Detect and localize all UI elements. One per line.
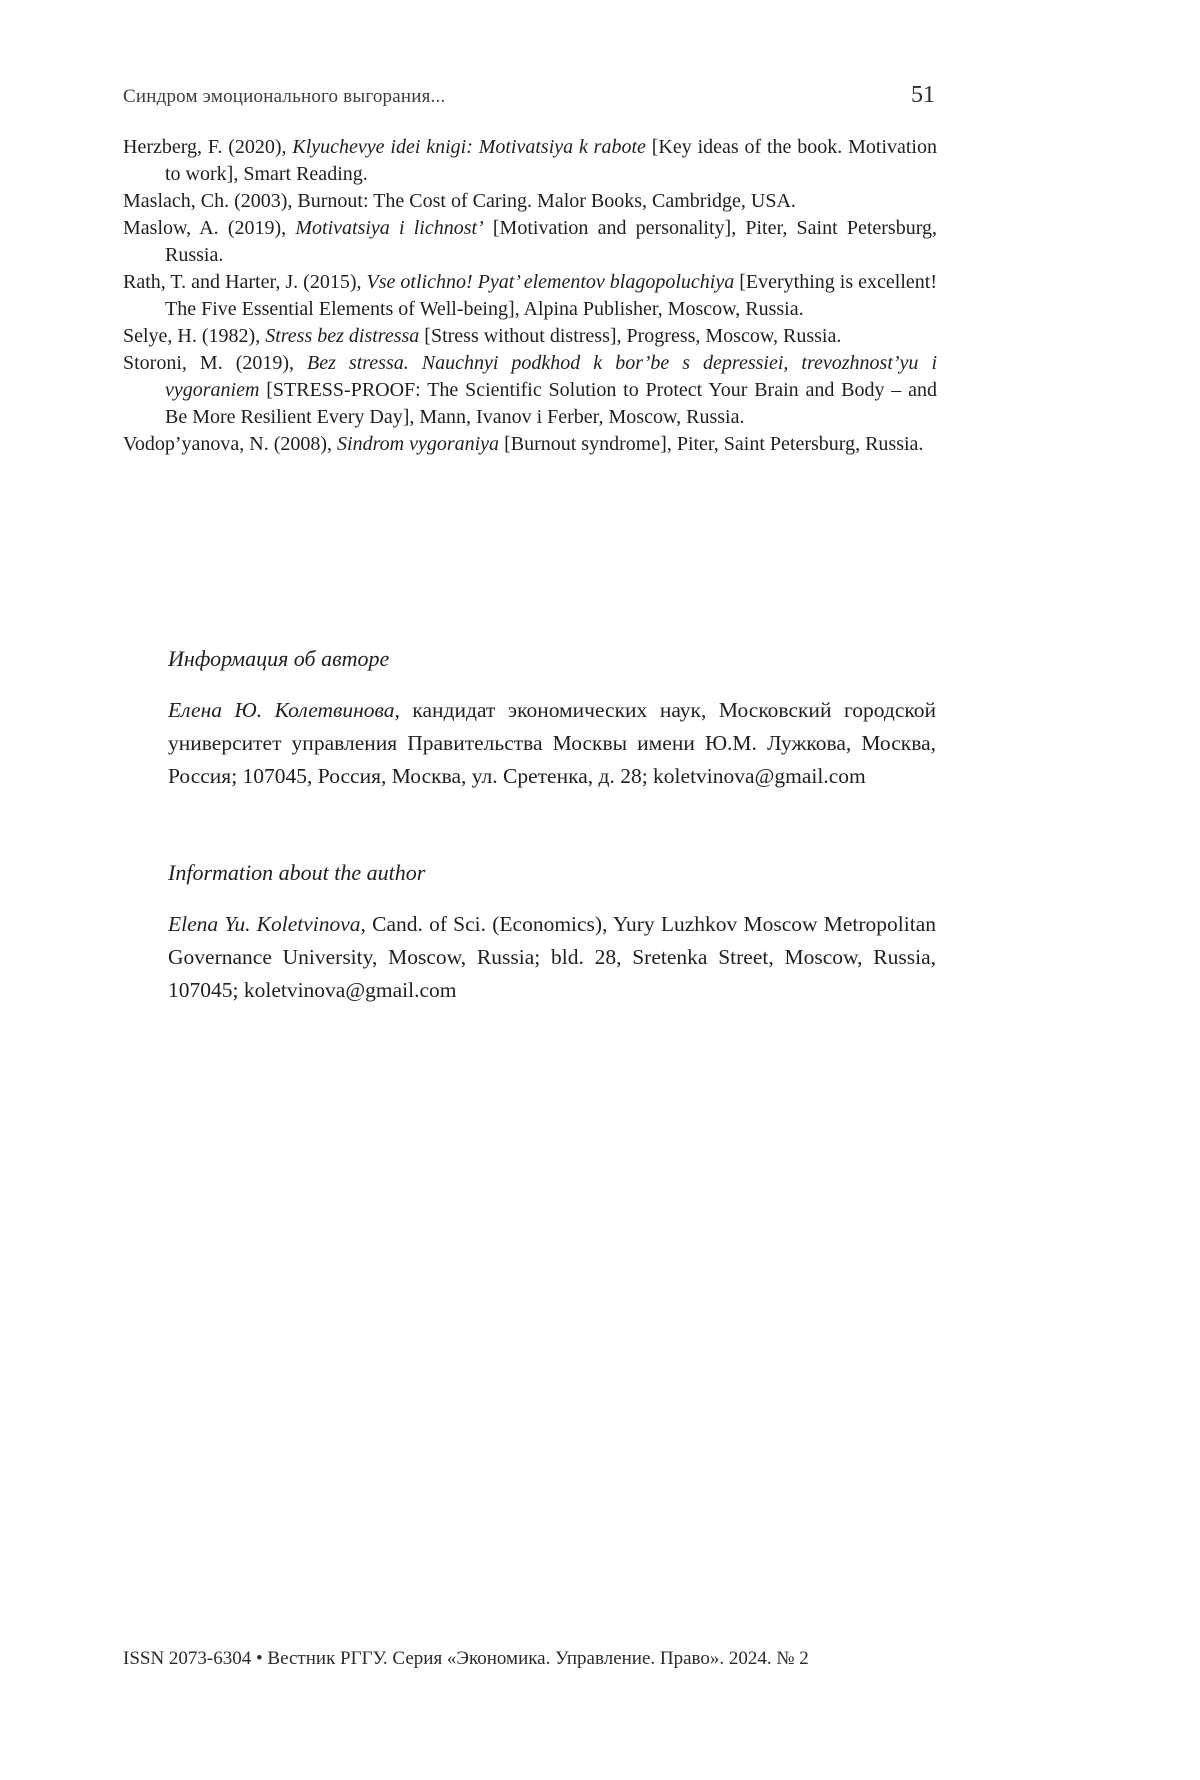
reference-title-italic: Bez stressa. Nauchnyi podkhod k bor’be s depressiei, trevozhnost’yu i vygoraniem bbox=[165, 352, 937, 401]
reference-text: Storoni, M. (2019), bbox=[123, 352, 308, 374]
author-info-en-paragraph bbox=[168, 908, 936, 1007]
author-name-ru: Елена Ю. Колетвинова bbox=[168, 698, 395, 722]
reference-entry bbox=[123, 215, 937, 269]
reference-title-italic: Motivatsiya i lichnost’ bbox=[295, 217, 484, 239]
page-number: 51 bbox=[911, 82, 935, 108]
author-info-ru-heading: Информация об авторе bbox=[168, 646, 390, 671]
reference-text: [Stress without distress], Progress, Moscow, Russia. bbox=[419, 325, 842, 347]
running-title: Синдром эмоционального выгорания... bbox=[123, 86, 446, 107]
reference-text: Herzberg, F. (2020), bbox=[123, 136, 293, 158]
reference-text: Selye, H. (1982), bbox=[123, 325, 266, 347]
reference-title-italic: Vse otlichno! Pyat’ elementov blagopoluchiya bbox=[366, 271, 735, 293]
references-list bbox=[123, 134, 937, 458]
reference-text: [Motivation and personality], Piter, Saint Petersburg, Russia. bbox=[165, 217, 937, 266]
reference-text: Maslach, Ch. (2003), Burnout: The Cost of Caring. Malor Books, Cambridge, USA. bbox=[123, 190, 796, 212]
reference-entry bbox=[123, 269, 937, 323]
reference-text: Maslow, A. (2019), bbox=[123, 217, 296, 239]
reference-title-italic: Stress bez distressa bbox=[265, 325, 420, 347]
reference-text: [STRESS-PROOF: The Scientific Solution to Protect Your Brain and Body – and Be More Resilient Every Day], Mann, Ivanov i Ferber, Moscow, Russia. bbox=[165, 379, 937, 428]
reference-entry bbox=[123, 134, 937, 188]
author-info-ru-text: , кандидат экономических наук, Московский городской университет управления Правительства Москвы имени Ю.М. Лужкова, Москва, Россия; 107045, Россия, Москва, ул. Сретенка, д. 28; koletvinova@gmail.com bbox=[168, 698, 936, 788]
reference-title-italic: Klyuchevye idei knigi: Motivatsiya k rabote bbox=[292, 136, 646, 158]
reference-entry bbox=[123, 431, 937, 458]
author-info-ru-paragraph bbox=[168, 694, 936, 793]
reference-text: [Everything is excellent! The Five Essential Elements of Well-being], Alpina Publisher, Moscow, Russia. bbox=[165, 271, 937, 320]
reference-text: [Burnout syndrome], Piter, Saint Petersburg, Russia. bbox=[499, 433, 924, 455]
reference-title-italic: Sindrom vygoraniya bbox=[337, 433, 500, 455]
reference-text: [Key ideas of the book. Motivation to work], Smart Reading. bbox=[165, 136, 937, 185]
journal-footer: ISSN 2073-6304 • Вестник РГГУ. Серия «Экономика. Управление. Право». 2024. № 2 bbox=[123, 1648, 809, 1669]
author-info-en-heading: Information about the author bbox=[168, 860, 426, 885]
reference-entry bbox=[123, 350, 937, 431]
page-header bbox=[123, 82, 935, 109]
reference-entry bbox=[123, 323, 937, 350]
reference-text: Vodop’yanova, N. (2008), bbox=[123, 433, 338, 455]
author-name-en: Elena Yu. Koletvinova bbox=[168, 912, 361, 936]
author-info-en-text: , Cand. of Sci. (Economics), Yury Luzhkov Moscow Metropolitan Governance University, Moscow, Russia; bld. 28, Sretenka Street, Moscow, Russia, 107045; koletvinova@gmail.com bbox=[168, 912, 936, 1002]
reference-entry bbox=[123, 188, 937, 215]
reference-text: Rath, T. and Harter, J. (2015), bbox=[123, 271, 367, 293]
